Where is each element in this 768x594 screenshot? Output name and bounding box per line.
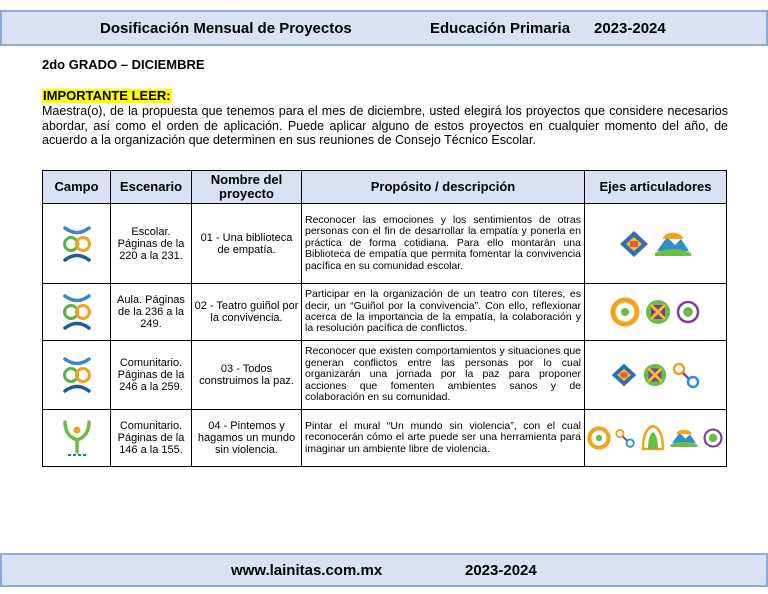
campo-cell — [43, 284, 111, 341]
vida-saludable-icon — [675, 298, 701, 326]
vida-saludable-icon — [702, 425, 724, 451]
nombre-cell: 03 - Todos construimos la paz. — [192, 341, 302, 410]
interculturalidad-icon — [618, 229, 650, 259]
ejes-cell — [585, 204, 727, 284]
escenario-cell: Escolar. Páginas de la 220 a la 231. — [111, 204, 192, 284]
escenario-cell: Aula. Páginas de la 236 a la 249. — [111, 284, 192, 341]
campo-humano-icon — [60, 418, 94, 458]
footer-site: www.lainitas.com.mx — [231, 561, 383, 579]
table-row — [43, 204, 727, 284]
table-row — [43, 284, 727, 341]
header-level: Educación Primaria — [430, 19, 571, 37]
header-nombre: Nombre del proyecto — [192, 171, 302, 204]
header-year: 2023-2024 — [594, 19, 666, 37]
header-bar — [0, 10, 768, 46]
artes-icon — [640, 423, 666, 453]
inclusion-icon — [587, 425, 611, 451]
campo-cell — [43, 204, 111, 284]
table-row — [43, 341, 727, 410]
nombre-cell: 04 - Pintemos y hagamos un mundo sin violencia. — [192, 410, 302, 467]
campo-etica-icon — [61, 356, 93, 394]
footer-year: 2023-2024 — [465, 561, 537, 579]
important-label: IMPORTANTE LEER: — [43, 88, 171, 103]
footer-bar — [0, 553, 768, 587]
nombre-cell: 02 - Teatro guiñol por la convivencia. — [192, 284, 302, 341]
ejes-cell — [585, 410, 727, 467]
descripcion-cell: Reconocer que existen comportamientos y situaciones que generan conflictos entre las personas por lo cual organizarán una jornada por la paz para proponer acciones que fomenten ambientes sanos y de colaboración en su comunidad. — [302, 341, 585, 410]
grade-heading: 2do GRADO – DICIEMBRE — [42, 57, 205, 72]
header-descripcion: Propósito / descripción — [302, 171, 585, 204]
header-title: Dosificación Mensual de Proyectos — [100, 19, 352, 37]
campo-cell — [43, 410, 111, 467]
intro-paragraph: Maestra(o), de la propuesta que tenemos para el mes de diciembre, usted elegirá los proyectos que considere necesarios abordar, así como el orden de aplicación. Puede aplicar alguno de estos proyectos en cualquier momento del año, de acuerdo a la organización que determinen en sus reuniones de Consejo Técnico Escolar. — [42, 104, 728, 147]
ejes-cell — [585, 284, 727, 341]
escenario-cell: Comunitario. Páginas de la 146 a la 155. — [111, 410, 192, 467]
header-ejes: Ejes articuladores — [585, 171, 727, 204]
campo-etica-icon — [61, 293, 93, 331]
pensamiento-critico-icon — [653, 231, 693, 257]
header-campo: Campo — [43, 171, 111, 204]
igualdad-genero-icon — [644, 298, 672, 326]
igualdad-genero-icon — [642, 362, 668, 388]
campo-cell — [43, 341, 111, 410]
interculturalidad-icon — [610, 361, 638, 389]
lectura-icon — [671, 361, 701, 389]
nombre-cell: 01 - Una biblioteca de empatía. — [192, 204, 302, 284]
header-escenario: Escenario — [111, 171, 192, 204]
descripcion-cell: Pintar el mural “Un mundo sin violencia”, con el cual reconocerán cómo el arte puede ser una herramienta para imaginar un ambiente libre de violencia. — [302, 410, 585, 467]
projects-table — [42, 170, 727, 467]
descripcion-cell: Participar en la organización de un teatro con títeres, es decir, un “Guiñol por la convivencia”. Con ello, reflexionar acerca de la importancia de la empatía, la colaboración y la resolución pacífica de conflictos. — [302, 284, 585, 341]
table-row — [43, 410, 727, 467]
table-header-row — [43, 171, 727, 204]
inclusion-icon — [610, 297, 640, 327]
campo-etica-icon — [61, 225, 93, 263]
pensamiento-critico-icon — [669, 427, 699, 449]
ejes-cell — [585, 341, 727, 410]
descripcion-cell: Reconocer las emociones y los sentimientos de otras personas con el fin de desarrollar la empatía y ponerla en práctica de forma cotidiana. Para ello montarán una Biblioteca de empatía que permita fomentar la convivencia pacífica en su comunidad escolar. — [302, 204, 585, 284]
lectura-icon — [614, 425, 636, 451]
escenario-cell: Comunitario. Páginas de la 246 a la 259. — [111, 341, 192, 410]
